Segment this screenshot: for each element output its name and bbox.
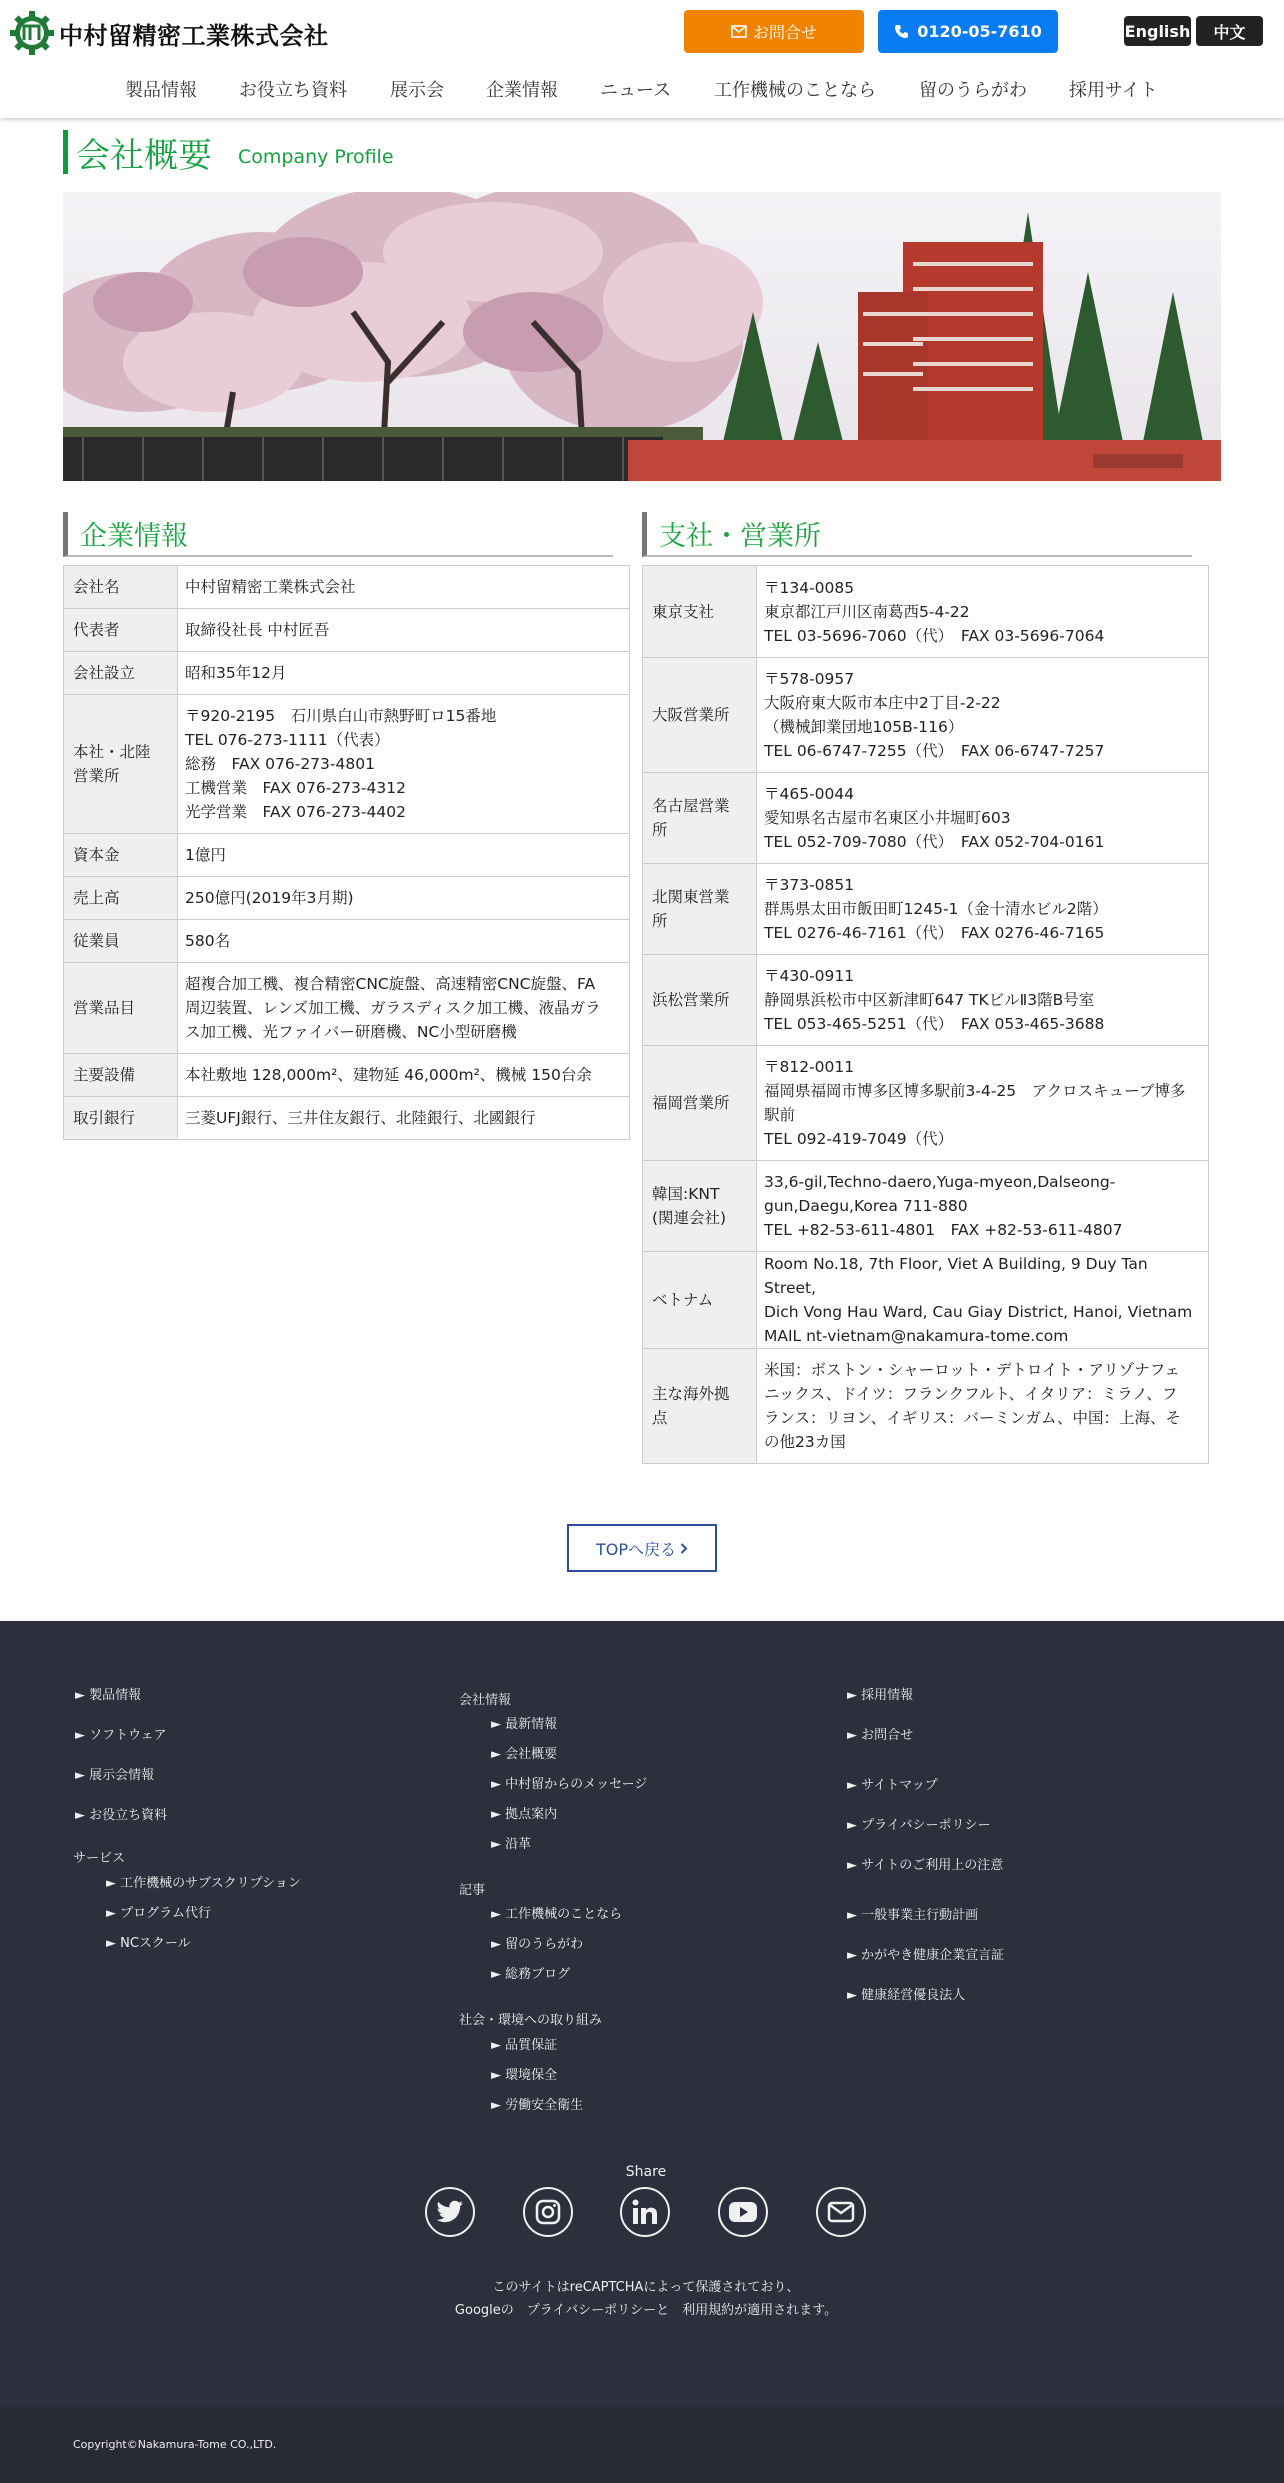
page-title-en: Company Profile [238,146,394,168]
footer-link-terms[interactable]: ► サイトのご利用上の注意 [847,1858,1004,1873]
row-value: 中村留精密工業株式会社 [178,566,630,609]
phone-button[interactable] [878,10,1058,53]
table-row [643,1046,1209,1161]
row-key: 売上高 [64,877,178,920]
footer-link-nc-school[interactable]: ► NCスクール [106,1936,191,1951]
row-key: 北関東営業 所 [643,864,757,955]
nav-machine-tools[interactable]: 工作機械のことなら [714,80,876,101]
table-row [64,566,630,609]
back-to-top-label: TOPへ戻る [595,1539,677,1559]
row-value: 〒134-0085 東京都江戸川区南葛西5-4-22 TEL 03-5696-7060（代） FAX 03-5696-7064 [757,566,1209,658]
table-row [643,1349,1209,1464]
nav-behind-scenes[interactable]: 留のうらがわ [919,80,1027,101]
hero-image [63,192,1221,481]
table-row [64,1097,630,1140]
footer-link-subscription[interactable]: ► 工作機械のサブスクリプション [106,1876,301,1891]
row-value: 〒465-0044 愛知県名古屋市名東区小井堀町603 TEL 052-709-7080（代） FAX 052-704-0161 [757,773,1209,864]
row-value: 〒920-2195 石川県白山市熱野町ロ15番地 TEL 076-273-1111（代表） 総務 FAX 076-273-4801 工機営業 FAX 076-273-4312 光学営業 FAX 076-273-4402 [178,695,630,834]
nav-resources[interactable]: お役立ち資料 [239,80,347,101]
footer-link-behind-scenes[interactable]: ► 留のうらがわ [491,1937,584,1952]
table-row [643,1161,1209,1252]
lang-chinese-button[interactable]: 中文 [1196,16,1263,46]
row-key: 韓国:KNT (関連会社) [643,1161,757,1252]
row-value: 1億円 [178,834,630,877]
footer-heading-service[interactable]: サービス [73,1851,126,1866]
footer-heading-company[interactable]: 会社情報 [459,1693,512,1708]
footer-link-message[interactable]: ► 中村留からのメッセージ [491,1777,648,1792]
nav-exhibitions[interactable]: 展示会 [390,80,444,101]
nav-recruit[interactable]: 採用サイト [1069,80,1158,101]
footer-heading-social[interactable]: 社会・環境への取り組み [459,2013,603,2028]
footer-heading-articles[interactable]: 記事 [459,1883,486,1898]
footer-link-software[interactable]: ► ソフトウェア [75,1728,167,1743]
recaptcha-notice [0,2276,1284,2322]
site-header [0,0,1284,118]
row-key: 取引銀行 [64,1097,178,1140]
row-value: 三菱UFJ銀行、三井住友銀行、北陸銀行、北國銀行 [178,1097,630,1140]
phone-number: 0120-05-7610 [917,22,1042,41]
page-title [63,130,394,174]
mail-icon [827,2201,855,2223]
footer-link-programming[interactable]: ► プログラム代行 [106,1906,211,1921]
mail-link[interactable] [816,2187,866,2237]
row-value: 250億円(2019年3月期) [178,877,630,920]
table-row [643,1252,1209,1349]
envelope-icon [731,25,747,38]
table-row [643,864,1209,955]
row-key: 東京支社 [643,566,757,658]
table-row [64,695,630,834]
row-key: 主要設備 [64,1054,178,1097]
table-row [643,955,1209,1046]
gear-logo-icon [9,10,55,56]
row-value: 取締役社長 中村匠吾 [178,609,630,652]
row-value: 〒578-0957 大阪府東大阪市本庄中2丁目-2-22 （機械卸業団地105B-116） TEL 06-6747-7255（代） FAX 06-6747-7257 [757,658,1209,773]
footer-link-resources[interactable]: ► お役立ち資料 [75,1808,168,1823]
row-key: 名古屋営業 所 [643,773,757,864]
twitter-icon [436,2200,464,2224]
table-row [64,920,630,963]
lang-english-button[interactable]: English [1124,16,1191,46]
table-row [64,877,630,920]
row-value: 〒373-0851 群馬県太田市飯田町1245-1（金十清水ビル2階） TEL 0276-46-7161（代） FAX 0276-46-7165 [757,864,1209,955]
row-value: 580名 [178,920,630,963]
row-key: 会社名 [64,566,178,609]
footer-link-history[interactable]: ► 沿革 [491,1837,532,1852]
linkedin-icon [632,2199,658,2225]
row-key: 営業品目 [64,963,178,1054]
row-key: 福岡営業所 [643,1046,757,1161]
table-row [64,834,630,877]
recaptcha-line-1: このサイトはreCAPTCHAによって保護されており、 [492,2280,800,2295]
row-value: 超複合加工機、複合精密CNC旋盤、高速精密CNC旋盤、FA 周辺装置、レンズ加工機、ガラスディスク加工機、液晶ガラ ス加工機、光ファイバー研磨機、NC小型研磨機 [178,963,630,1054]
footer-link-machine-tools[interactable]: ► 工作機械のことなら [491,1907,623,1922]
branches-heading: 支社・営業所 [642,512,1192,557]
footer-link-exhibitions[interactable]: ► 展示会情報 [75,1768,155,1783]
row-value: 昭和35年12月 [178,652,630,695]
footer-link-recruit[interactable]: ► 採用情報 [847,1688,914,1703]
youtube-link[interactable] [718,2187,768,2237]
table-row [64,609,630,652]
row-key: 主な海外拠 点 [643,1349,757,1464]
copyright: Copyright©Nakamura-Tome CO.,LTD. [73,2438,277,2451]
row-value: 米国：ボストン・シャーロット・デトロイト・アリゾナフェ ニックス、ドイツ：フランクフルト、イタリア：ミラノ、フ ランス：リヨン、イギリス：バーミンガム、中国：上海、そ の他23カ国 [757,1349,1209,1464]
row-value: 33,6-gil,Techno-daero,Yuga-myeon,Dalseong- gun,Daegu,Korea 711-880 TEL +82-53-611-4801 FAX +82-53-611-4807 [757,1161,1209,1252]
row-key: 代表者 [64,609,178,652]
instagram-link[interactable] [523,2187,573,2237]
footer-link-privacy[interactable]: ► プライバシーポリシー [847,1818,991,1833]
company-logo[interactable] [9,9,329,57]
chevron-right-icon [680,1543,688,1554]
branches-table [642,565,1209,1464]
footer-link-health-declaration[interactable]: ► かがやき健康企業宣言証 [847,1948,1005,1963]
page-title-jp: 会社概要 [76,135,212,176]
row-value: 〒430-0911 静岡県浜松市中区新津町647 TKビルⅡ3階B号室 TEL 053-465-5251（代） FAX 053-465-3688 [757,955,1209,1046]
table-row [64,652,630,695]
row-key: 大阪営業所 [643,658,757,773]
nav-products[interactable]: 製品情報 [125,80,197,101]
row-value: 本社敷地 128,000m²、建物延 46,000m²、機械 150台余 [178,1054,630,1097]
footer-link-health-management[interactable]: ► 健康経営優良法人 [847,1988,966,2003]
table-row [643,566,1209,658]
twitter-link[interactable] [425,2187,475,2237]
footer-link-overview[interactable]: ► 会社概要 [491,1747,558,1762]
company-info-table [63,565,630,1140]
back-to-top-button[interactable] [567,1524,717,1572]
row-key: 会社設立 [64,652,178,695]
footer-link-sitemap[interactable]: ► サイトマップ [847,1778,938,1793]
row-value: Room No.18, 7th Floor, Viet A Building, 9 Duy Tan Street, Dich Vong Hau Ward, Cau Giay District, Hanoi, Vietnam MAIL nt-vietnam@nakamura-tome.com [757,1252,1209,1349]
share-label: Share [625,2164,667,2180]
linkedin-link[interactable] [620,2187,670,2237]
table-row [643,773,1209,864]
company-info-heading: 企業情報 [63,512,613,557]
recaptcha-line-2: Googleの プライバシーポリシーと 利用規約が適用されます。 [454,2303,838,2318]
footer-link-products[interactable]: ► 製品情報 [75,1688,142,1703]
row-key: 資本金 [64,834,178,877]
table-row [643,658,1209,773]
footer-link-environment[interactable]: ► 環境保全 [491,2068,558,2083]
footer-link-locations[interactable]: ► 拠点案内 [491,1807,558,1822]
footer-link-latest[interactable]: ► 最新情報 [491,1717,558,1732]
instagram-icon [535,2199,561,2225]
footer-link-safety[interactable]: ► 労働安全衛生 [491,2098,584,2113]
footer-link-contact[interactable]: ► お問合せ [847,1728,914,1743]
table-row [64,963,630,1054]
contact-button-label: お問合せ [752,23,817,42]
company-name: 中村留精密工業株式会社 [59,21,329,50]
footer-link-blog[interactable]: ► 総務ブログ [491,1967,571,1982]
nav-news[interactable]: ニュース [600,80,672,101]
nav-company[interactable]: 企業情報 [486,80,558,101]
youtube-icon [728,2201,758,2223]
footer-link-action-plan[interactable]: ► 一般事業主行動計画 [847,1908,979,1923]
row-key: 本社・北陸 営業所 [64,695,178,834]
row-key: ベトナム [643,1252,757,1349]
row-key: 従業員 [64,920,178,963]
row-value: 〒812-0011 福岡県福岡市博多区博多駅前3-4-25 アクロスキューブ博多 駅前 TEL 092-419-7049（代） [757,1046,1209,1161]
contact-button[interactable] [684,10,864,53]
footer-link-quality[interactable]: ► 品質保証 [491,2038,558,2053]
phone-icon [894,24,909,39]
table-row [64,1054,630,1097]
row-key: 浜松営業所 [643,955,757,1046]
